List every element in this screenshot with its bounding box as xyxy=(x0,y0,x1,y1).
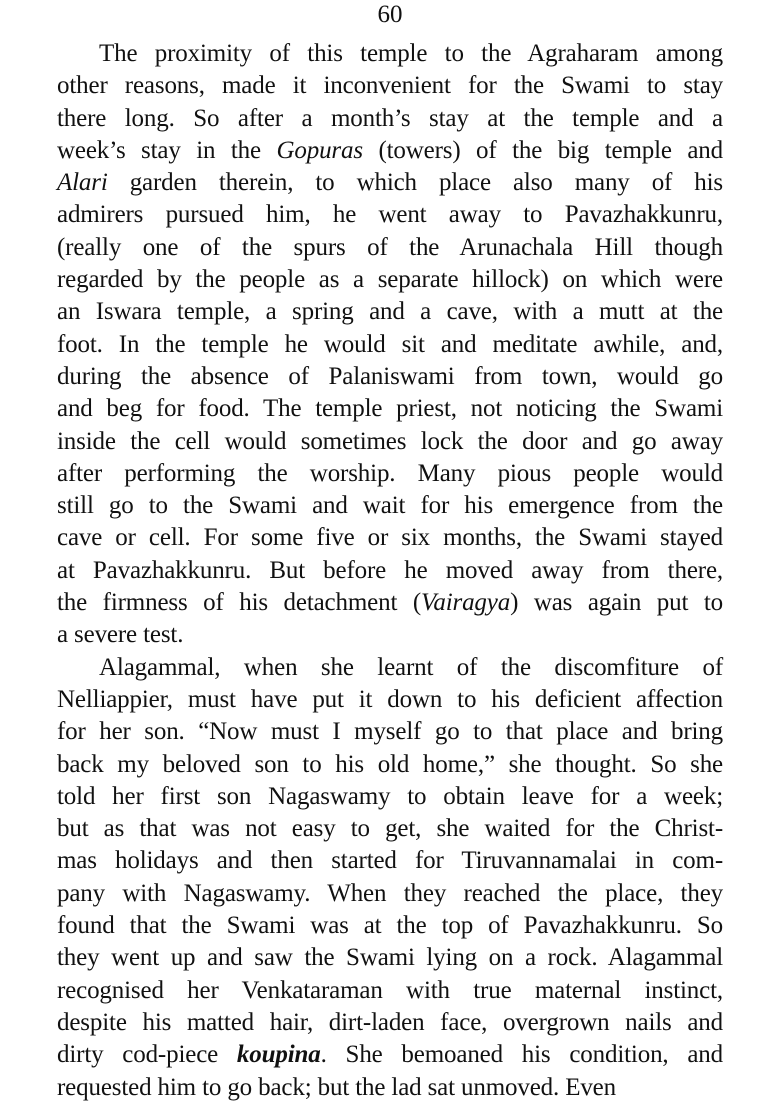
paragraph xyxy=(57,38,723,652)
text-run: the firmness of his detachment ( xyxy=(57,589,421,617)
text-line xyxy=(57,910,723,942)
text-run: requested him to go back; but the lad sat unmoved. Even xyxy=(57,1073,616,1101)
text-run: . She bemoaned his condition, and xyxy=(320,1041,723,1069)
text-line xyxy=(57,522,723,554)
text-run: cave or cell. For some five or six months, the Swami stayed xyxy=(57,524,723,552)
text-line xyxy=(57,716,723,748)
text-run: mas holidays and then started for Tiruvannamalai in com- xyxy=(57,847,723,875)
text-line xyxy=(57,1007,723,1039)
text-run: despite his matted hair, dirt-laden face, overgrown nails and xyxy=(57,1008,723,1036)
text-line xyxy=(57,329,723,361)
text-run: The proximity of this temple to the Agraharam among xyxy=(99,40,723,67)
text-run: (really one of the spurs of the Arunachala Hill though xyxy=(57,233,723,261)
italic-term: Vairagya xyxy=(421,589,511,617)
text-run: still go to the Swami and wait for his emergence from the xyxy=(57,492,723,520)
text-run: after performing the worship. Many pious people would xyxy=(57,459,723,487)
paragraph xyxy=(57,652,723,1104)
text-line xyxy=(57,70,723,102)
text-run: told her first son Nagaswamy to obtain leave for a week; xyxy=(57,782,723,810)
text-run: (towers) of the big temple and xyxy=(362,136,723,164)
text-line xyxy=(57,845,723,877)
italic-term: Gopuras xyxy=(276,136,363,164)
text-run: dirty cod-piece xyxy=(57,1041,237,1069)
text-line xyxy=(57,652,723,684)
text-line xyxy=(57,199,723,231)
text-line xyxy=(57,38,723,70)
text-line xyxy=(57,490,723,522)
text-run: a severe test. xyxy=(57,621,184,649)
text-line xyxy=(57,781,723,813)
text-line xyxy=(57,1072,723,1104)
text-line xyxy=(57,103,723,135)
text-line xyxy=(57,684,723,716)
text-line xyxy=(57,167,723,199)
text-run: other reasons, made it inconvenient for the Swami to stay xyxy=(57,72,723,100)
text-line xyxy=(57,942,723,974)
text-run: garden therein, to which place also many of his xyxy=(107,169,723,197)
text-run: week’s stay in the xyxy=(57,136,277,164)
text-line xyxy=(57,749,723,781)
text-run: and beg for food. The temple priest, not noticing the Swami xyxy=(57,395,723,423)
text-run: pany with Nagaswamy. When they reached the place, they xyxy=(57,879,723,907)
text-line xyxy=(57,232,723,264)
text-line xyxy=(57,587,723,619)
text-line xyxy=(57,619,723,651)
text-line xyxy=(57,426,723,458)
text-run: inside the cell would sometimes lock the door and go away xyxy=(57,427,723,455)
text-line xyxy=(57,458,723,490)
text-line xyxy=(57,393,723,425)
text-run: Nelliappier, must have put it down to his deficient affection xyxy=(57,685,723,713)
text-run: an Iswara temple, a spring and a cave, with a mutt at the xyxy=(57,298,723,326)
text-line xyxy=(57,264,723,296)
text-line xyxy=(57,135,723,167)
text-run: foot. In the temple he would sit and meditate awhile, and, xyxy=(57,330,723,358)
text-run: recognised her Venkataraman with true maternal instinct, xyxy=(57,976,723,1004)
text-line xyxy=(57,361,723,393)
text-run: back my beloved son to his old home,” she thought. So she xyxy=(57,750,723,778)
text-run: found that the Swami was at the top of Pavazhakkunru. So xyxy=(57,912,723,940)
page-number: 60 xyxy=(377,1,403,28)
text-line xyxy=(57,975,723,1007)
text-run: regarded by the people as a separate hillock) on which were xyxy=(57,266,723,294)
text-run: Alagammal, when she learnt of the discomfiture of xyxy=(99,653,723,681)
text-run: during the absence of Palaniswami from town, would go xyxy=(57,362,723,390)
italic-term: Alari xyxy=(57,169,108,197)
text-line xyxy=(57,555,723,587)
text-run: ) was again put to xyxy=(510,589,723,617)
text-run: for her son. “Now must I myself go to that place and bring xyxy=(57,718,723,746)
text-run: they went up and saw the Swami lying on a rock. Alagammal xyxy=(57,944,723,972)
text-run: admirers pursued him, he went away to Pavazhakkunru, xyxy=(57,201,723,229)
text-line xyxy=(57,813,723,845)
text-line xyxy=(57,1039,723,1071)
text-line xyxy=(57,878,723,910)
body-text xyxy=(57,38,723,1104)
text-run: at Pavazhakkunru. But before he moved away from there, xyxy=(57,556,723,584)
text-run: but as that was not easy to get, she waited for the Christ- xyxy=(57,815,723,843)
text-line xyxy=(57,296,723,328)
text-run: there long. So after a month’s stay at the temple and a xyxy=(57,104,723,132)
italic-term: koupina xyxy=(236,1041,321,1069)
